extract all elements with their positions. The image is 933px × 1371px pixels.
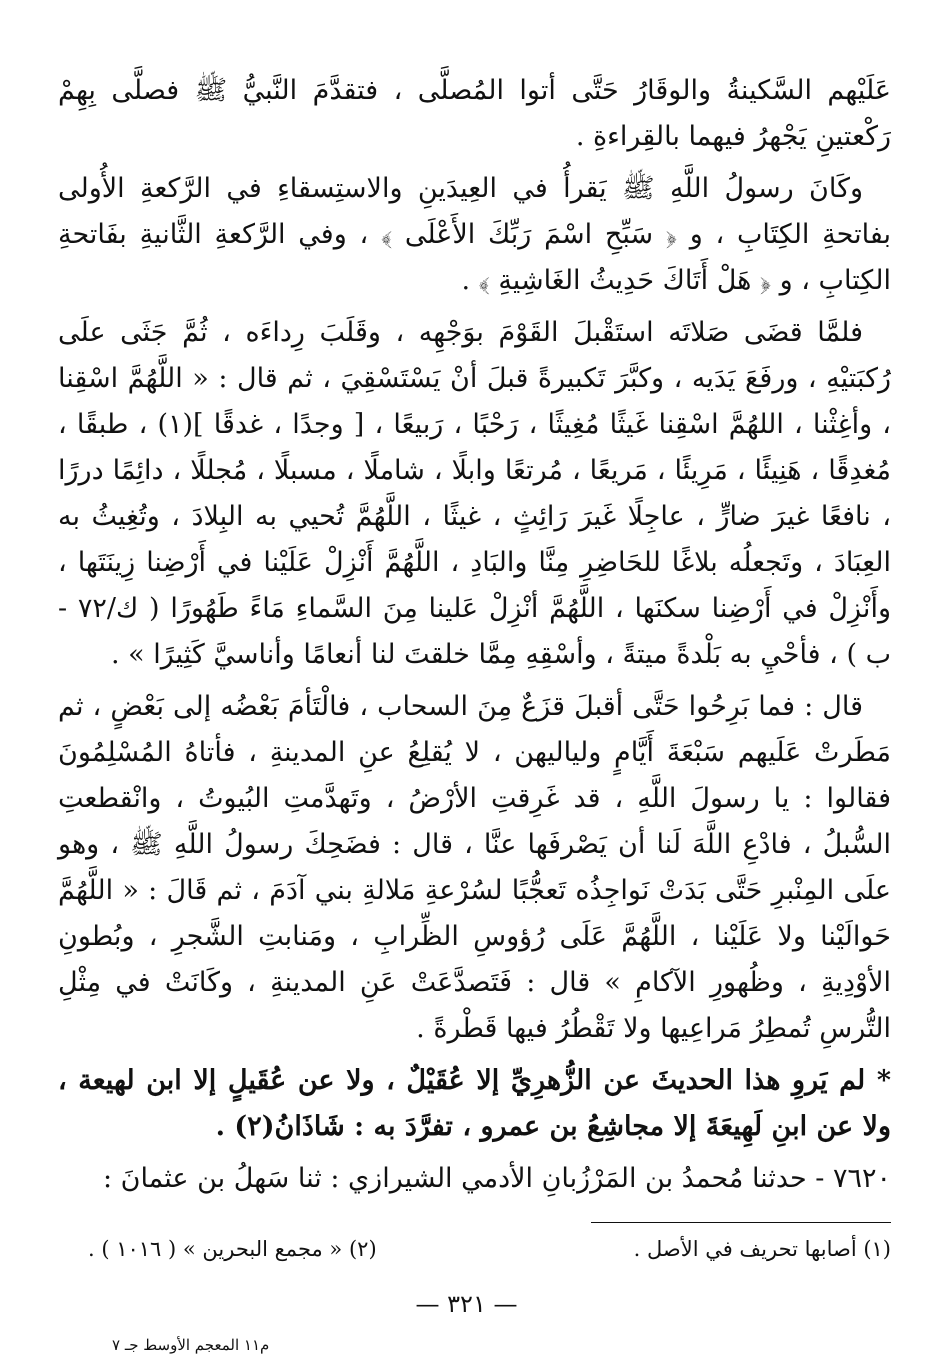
- footnote-2: (٢) « مجمع البحرين » ( ١٠١٦ ) .: [88, 1237, 377, 1261]
- paragraph-1: عَلَيْهم السَّكينةُ والوقَارُ حَتَّى أتوا المُصلَّى ، فتقدَّمَ النَّبيُّ ﷺ فصلَّى بِهِمْ رَكْعتينِ يَجْهرُ فيهما بالقِراءةِ .: [58, 75, 891, 152]
- paragraph-3: فلمَّا قضَى صَلاتَه استَقْبلَ القَوْمَ بوَجْهِه ، وقَلَبَ رِداءَه ، ثُمَّ جَثَى علَى رُكبَتيْهِ ، ورفَعَ يَدَيه ، وكبَّرَ تَكبيرةً قبلَ أنْ يَسْتَسْقِيَ ، ثم قال : « اللَّهُمَّ اسْقِنا ، وأغِثْنا ، اللهُمَّ اسْقِنا غَيثًا مُغِيثًا ، رَحْبًا ، رَبيعًا ، [ وجدًا ، غدقًا ](١) ، طبقًا ، مُغدِقًا ، هَنِيئًا ، مَرِيئًا ، مَريعًا ، مُرتعًا وابلًا ، شاملًا ، مسبلًا ، مُجللًا ، دائِمًا دررًا ، نافعًا غيرَ ضارٍّ ، عاجِلًا غَيرَ رَائِثٍ ، غيثًا ، اللَّهُمَّ تُحيي به البِلادَ ، وتُغِيثُ به العِبَادَ ، وتَجعلُه بلاغًا للحَاضِرِ مِنَّا والبَادِ ، اللَّهُمَّ أَنْزِلْ عَلَيْنا في أَرْضِنا زِينَتَها ، وأَنْزِلْ في أَرْضِنا سكنَها ، اللَّهُمَّ أنْزِلْ عَلينا مِنَ السَّماءِ مَاءً طَهُورًا ( ك/٧٢ - ب ) ، فأحْيِ به بَلْدةً ميتةً ، وأسْقِهِ مِمَّا خلقتَ لنا أنعامًا وأناسيَّ كَثِيرًا » .: [58, 317, 891, 670]
- footnotes: [58, 1232, 891, 1266]
- paragraph-6-hadith-7620: ٧٦٢٠ - حدثنا مُحمدُ بن المَرْزُبانِ الأدمي الشيرازي : ثنا سَهلُ بن عثمانَ :: [102, 1163, 891, 1194]
- footnote-1: (١) أصابها تحريف في الأصل .: [633, 1237, 891, 1261]
- signature-mark: م١١ المعجم الأوسط جـ ٧: [112, 1336, 270, 1354]
- paragraph-4: قال : فما بَرِحُوا حَتَّى أقبلَ قزَعٌ مِنَ السحاب ، فالْتَأمَ بَعْضُه إلى بَعْضٍ ، ثم مَطَرتْ عَلَيهم سَبْعَةَ أَيَّامٍ ولياليهن ، لا يُقلِعُ عنِ المدينةِ ، فأتاهُ المُسْلِمُونَ فقالوا : يا رسولَ اللَّهِ ، قد غَرِقتِ الأرْضُ ، وتَهدَّمتِ البُيوتُ ، وانْقطعتِ السُّبلُ ، فادْعِ اللَّهَ لَنا أن يَصْرفَها عنَّا ، قال : فضَحِكَ رسولُ اللَّهِ ﷺ ، وهو علَى المِنْبرِ حَتَّى بَدَتْ نَواجِذُه تَعجُّبًا لسُرْعةِ مَلالةِ بني آدَمَ ، ثم قَالَ : « اللَّهُمَّ حَوالَيْنا ولا عَلَيْنا ، اللَّهُمَّ عَلَى رُؤوسِ الظِّرابِ ، ومَنابتِ الشَّجرِ ، وبُطونِ الأوْدِيةِ ، وظُهورِ الآكامِ » قال : فَتَصدَّعَتْ عَنِ المدينةِ ، وكَانَتْ في مِثْلِ التُّرسِ تُمطِرُ مَراعِيها ولا تَقْطُرُ فيها قَطْرةً .: [58, 691, 891, 1044]
- paragraph-5-note: * لم يَروِ هذا الحديثَ عن الزُّهرِيِّ إلا عُقَيْلٌ ، ولا عن عُقَيلٍ إلا ابن لهيعة ، ولا عن ابنِ لَهِيعَةَ إلا مجاشِعُ بن عمرو ، تفرَّدَ به : شَاذَانُ(٢) .: [58, 1065, 891, 1142]
- paragraph-2: وكَانَ رسولُ اللَّهِ ﷺ يَقرأُ في العِيدَينِ والاستِسقاءِ في الرَّكعةِ الأُولى بفاتحةِ الكِتَابِ ، و ﴿ سَبِّحِ اسْمَ رَبِّكَ الأَعْلَى ﴾ ، وفي الرَّكعةِ الثَّانيةِ بفَاتحةِ الكِتابِ ، و ﴿ هَلْ أَتَاكَ حَدِيثُ الغَاشِيةِ ﴾ .: [58, 173, 891, 296]
- main-text: [58, 68, 891, 1202]
- footnote-divider: [591, 1222, 891, 1223]
- page-number: — ٣٢١ —: [415, 1290, 518, 1318]
